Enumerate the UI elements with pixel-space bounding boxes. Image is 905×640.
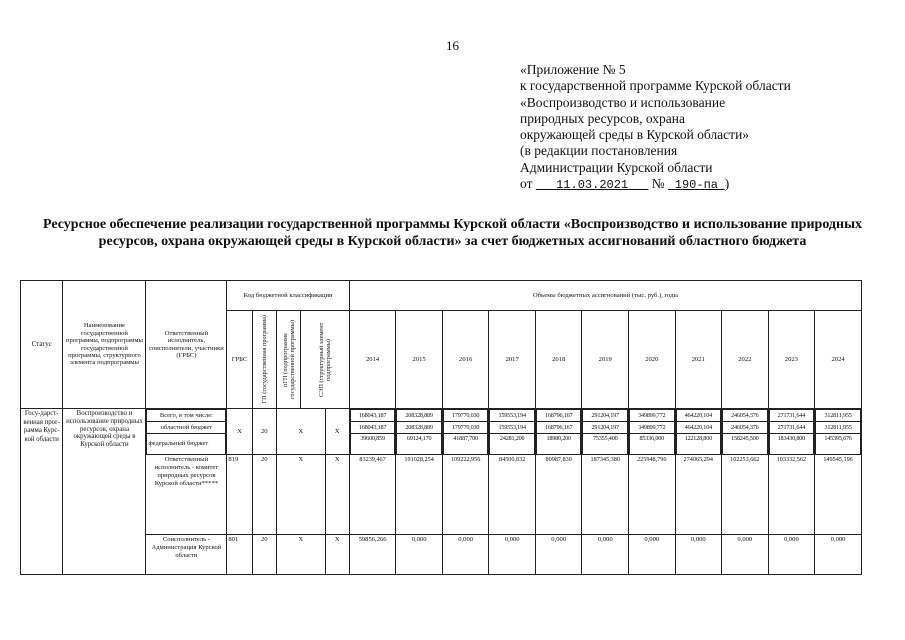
value-cell: 208328,889 xyxy=(397,422,442,434)
document-title: Ресурсное обеспечение реализации государственной программы Курской области «Воспроизводство и использование природных ресурсов, охрана окружающей среды в Курской области» за счет бюджетных ассигнований областного бюджета xyxy=(43,217,862,249)
group-values-year xyxy=(489,409,536,455)
value-cell: 179770,030 xyxy=(443,410,488,422)
value-cell: 103332,562 xyxy=(768,455,815,535)
header-grbs: ГРБС xyxy=(227,311,252,409)
header-year: 2024 xyxy=(815,311,862,409)
header-gp xyxy=(252,311,276,409)
value-cell: 145395,676 xyxy=(816,434,861,455)
value-cell: 179770,030 xyxy=(443,422,488,434)
value-cell: 0,000 xyxy=(675,535,722,575)
group-labels xyxy=(146,409,227,455)
value-cell: 168043,187 xyxy=(350,422,395,434)
value-cell: 80987,830 xyxy=(535,455,582,535)
number-prefix: № xyxy=(651,176,665,192)
value-cell: 158245,500 xyxy=(723,434,768,455)
header-se-text: СЭП (структурный элемент подпрограммы) xyxy=(318,322,333,397)
value-cell: 18980,200 xyxy=(536,434,581,455)
value-cell: 0,000 xyxy=(442,535,489,575)
committee-grbs: 819 xyxy=(227,455,252,535)
header-year: 2015 xyxy=(396,311,443,409)
header-year: 2021 xyxy=(675,311,722,409)
value-cell: 39600,859 xyxy=(350,434,395,455)
group-values-year xyxy=(349,409,396,455)
header-year: 2016 xyxy=(442,311,489,409)
decree-date xyxy=(536,176,649,191)
admin-label: Соисполнитель - Администрация Курской области xyxy=(146,535,227,575)
value-cell: 0,000 xyxy=(815,535,862,575)
header-se xyxy=(301,311,350,409)
header-volumes: Объемы бюджетных ассигнований (тыс. руб.), годы xyxy=(349,281,861,311)
value-cell: 312811,955 xyxy=(816,410,861,422)
value-cell: 41887,700 xyxy=(443,434,488,455)
value-cell: 274065,294 xyxy=(675,455,722,535)
value-cell: 149545,196 xyxy=(815,455,862,535)
value-cell: 183430,800 xyxy=(769,434,814,455)
value-cell: 102253,662 xyxy=(722,455,769,535)
value-cell: 187345,380 xyxy=(582,455,629,535)
row-label-regional: областной бюджет xyxy=(147,422,226,434)
value-cell: 24281,200 xyxy=(490,434,535,455)
appendix-block xyxy=(520,62,791,193)
appendix-line: природных ресурсов, охрана xyxy=(520,110,685,126)
date-prefix: от xyxy=(520,176,533,192)
header-year: 2017 xyxy=(489,311,536,409)
page-number: 16 xyxy=(446,38,459,53)
admin-grbs: 801 xyxy=(227,535,252,575)
value-cell: 271731,644 xyxy=(769,410,814,422)
value-cell: 0,000 xyxy=(396,535,443,575)
value-cell: 349899,772 xyxy=(630,410,675,422)
value-cell: 0,000 xyxy=(722,535,769,575)
header-name: Наименование государственной программы, подпрограммы государственной программы, структурного элемента подпрограммы xyxy=(63,281,146,409)
appendix-line: Администрации Курской области xyxy=(520,159,713,175)
value-cell: 109222,956 xyxy=(442,455,489,535)
header-year: 2018 xyxy=(535,311,582,409)
value-cell: 191028,254 xyxy=(396,455,443,535)
row-label-federal: федеральный бюджет xyxy=(147,434,226,455)
group-values-year xyxy=(675,409,722,455)
appendix-line: (в редакции постановления xyxy=(520,143,678,159)
appendix-line: окружающей среды в Курской области» xyxy=(520,127,750,143)
committee-gp: 20 xyxy=(252,455,276,535)
value-cell: 349899,772 xyxy=(630,422,675,434)
group-values-year xyxy=(629,409,676,455)
value-cell: 0,000 xyxy=(768,535,815,575)
value-cell: 464220,104 xyxy=(676,410,721,422)
group-values-year xyxy=(396,409,443,455)
header-year: 2023 xyxy=(768,311,815,409)
committee-pgp: Х xyxy=(276,455,325,535)
committee-se: Х xyxy=(325,455,349,535)
value-cell: 83239,467 xyxy=(349,455,396,535)
value-cell: 85336,000 xyxy=(630,434,675,455)
header-status: Статус xyxy=(21,281,63,409)
value-cell: 122128,800 xyxy=(676,434,721,455)
group-gp: 20 xyxy=(252,409,276,455)
group-se: Х xyxy=(325,409,349,455)
value-cell: 0,000 xyxy=(535,535,582,575)
group-values-year xyxy=(768,409,815,455)
status-cell: Госу-дарст-венная прог-рамма Курс-кой области xyxy=(21,409,63,575)
header-year: 2022 xyxy=(722,311,769,409)
appendix-line: «Приложение № 5 xyxy=(520,62,626,77)
row-label-total: Всего, в том числе: xyxy=(147,410,226,422)
value-cell: 246054,376 xyxy=(723,410,768,422)
header-year: 2019 xyxy=(582,311,629,409)
value-cell: 0,000 xyxy=(629,535,676,575)
value-cell: 464220,104 xyxy=(676,422,721,434)
appendix-date-line xyxy=(520,176,791,193)
value-cell: 59856,266 xyxy=(349,535,396,575)
closing-paren: ) xyxy=(724,176,730,192)
value-cell: 0,000 xyxy=(489,535,536,575)
resource-table xyxy=(20,280,862,575)
value-cell: 159553,194 xyxy=(490,422,535,434)
header-pgp xyxy=(276,311,300,409)
header-budget-code: Код бюджетной классификации xyxy=(227,281,349,311)
group-values-year xyxy=(722,409,769,455)
value-cell: 75355,400 xyxy=(583,434,628,455)
decree-date-value: 11.03.2021 xyxy=(556,178,629,193)
admin-se: Х xyxy=(325,535,349,575)
value-cell: 312811,955 xyxy=(816,422,861,434)
value-cell: 291204,197 xyxy=(583,422,628,434)
value-cell: 168796,167 xyxy=(536,422,581,434)
program-name: Воспроизводство и использование природных ресурсов, охрана окружающей среды в Курской области xyxy=(63,409,146,575)
value-cell: 0,000 xyxy=(582,535,629,575)
value-cell: 159553,194 xyxy=(490,410,535,422)
group-grbs: Х xyxy=(227,409,252,455)
appendix-line: «Воспроизводство и использование xyxy=(520,94,726,110)
header-year: 2014 xyxy=(349,311,396,409)
value-cell: 168796,167 xyxy=(536,410,581,422)
value-cell: 69124,170 xyxy=(397,434,442,455)
value-cell: 246054,376 xyxy=(723,422,768,434)
value-cell: 271731,644 xyxy=(769,422,814,434)
header-year: 2020 xyxy=(629,311,676,409)
group-values-year xyxy=(442,409,489,455)
header-gp-text: ГП (государственная программа) xyxy=(260,315,268,404)
value-cell: 225948,796 xyxy=(629,455,676,535)
value-cell: 291204,197 xyxy=(583,410,628,422)
group-values-year xyxy=(815,409,862,455)
header-executor: Ответственный исполнитель, соисполнители, участники (ГРБС) xyxy=(146,281,227,409)
header-pgp-text: пГП (подпрограмма государственной программы) xyxy=(281,320,296,399)
group-values-year xyxy=(582,409,629,455)
value-cell: 208328,889 xyxy=(397,410,442,422)
admin-gp: 20 xyxy=(252,535,276,575)
group-pgp: Х xyxy=(276,409,325,455)
decree-number-value: 190-па xyxy=(674,178,718,193)
value-cell: 168043,187 xyxy=(350,410,395,422)
group-values-year xyxy=(535,409,582,455)
admin-pgp: Х xyxy=(276,535,325,575)
value-cell: 84500,832 xyxy=(489,455,536,535)
committee-label: Ответственный исполнитель - комитет природных ресурсов Курской области***** xyxy=(146,455,227,535)
appendix-line: к государственной программе Курской области xyxy=(520,78,791,94)
decree-number xyxy=(668,176,725,191)
